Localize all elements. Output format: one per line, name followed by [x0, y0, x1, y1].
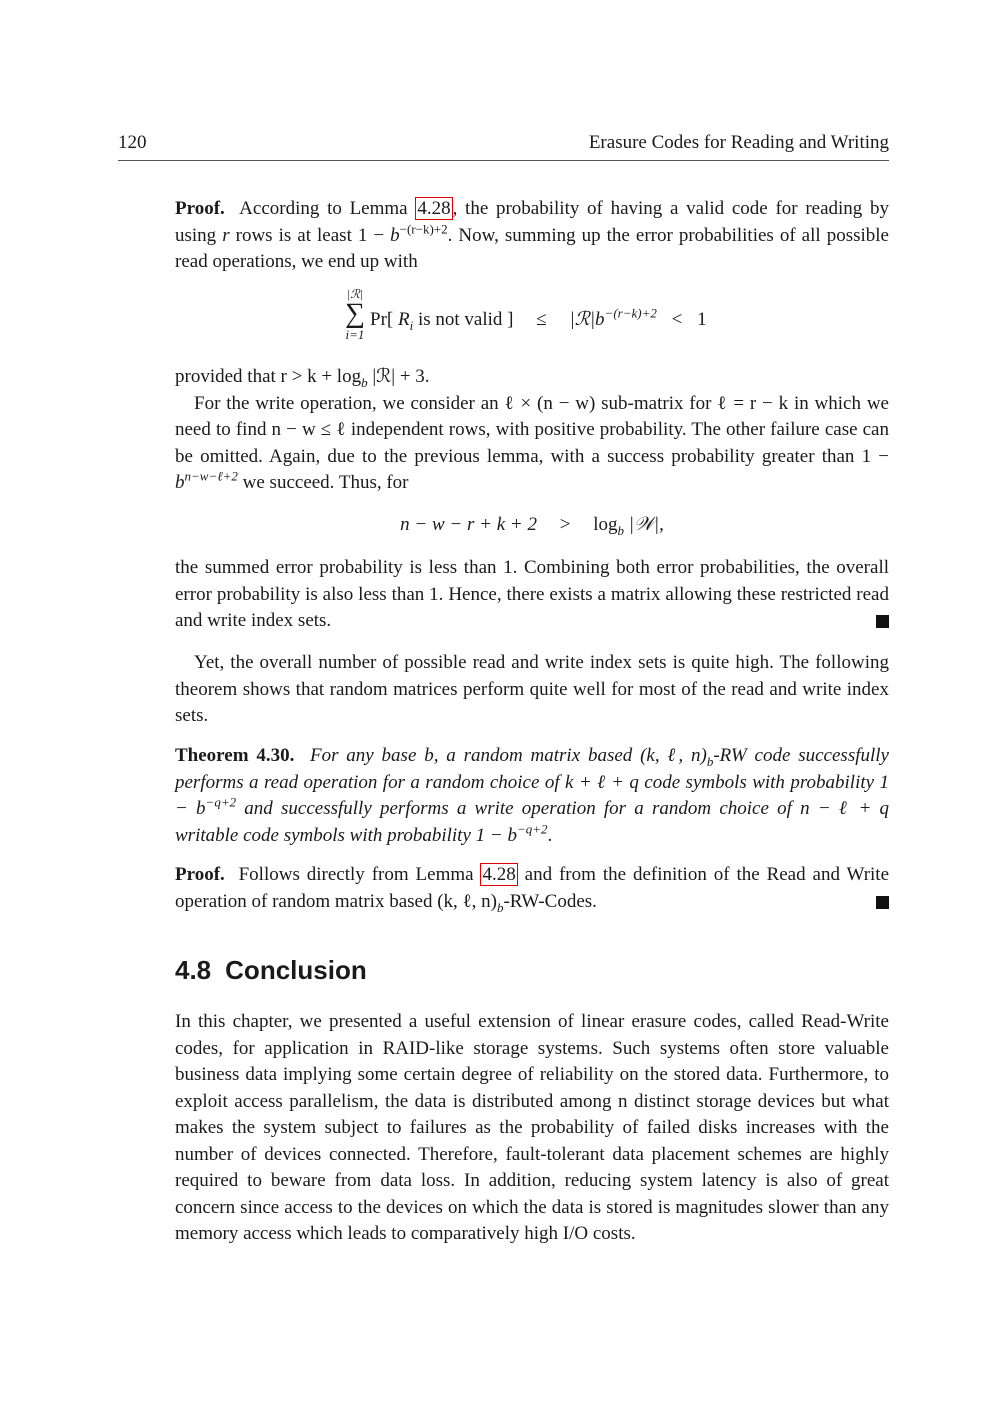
conclusion-paragraph	[175, 1009, 889, 1248]
running-title: Erasure Codes for Reading and Writing	[588, 132, 889, 153]
running-header	[118, 132, 889, 161]
proof-paragraph-2	[175, 862, 889, 915]
eq-text: log	[593, 514, 618, 535]
theorem-text: .	[547, 824, 553, 846]
eq-relation: >	[559, 514, 571, 535]
math-exponent: −q+2	[205, 794, 237, 810]
math-sub: b	[361, 374, 368, 390]
math-sub: b	[496, 899, 504, 915]
proof-text: we succeed. Thus, for	[237, 472, 409, 493]
proof-label: Proof.	[175, 864, 225, 885]
eq-text: |ℛ|b	[569, 309, 605, 330]
theorem-text: and successfully performs a write operation for a random choice of n − ℓ + q writable code symbols with probability 1 − b	[175, 798, 889, 846]
math-var: b	[390, 224, 400, 246]
qed-square-icon	[876, 615, 889, 628]
eq-relation: ≤	[536, 309, 547, 330]
section-title: Conclusion	[225, 955, 367, 985]
proof-text: , the probability of having a valid code for reading by using	[175, 198, 890, 246]
math-exponent: n−w−ℓ+2	[184, 468, 238, 484]
eq-text: |𝒲|,	[623, 514, 664, 535]
section-number: 4.8	[175, 955, 212, 985]
proof-text: According to Lemma	[239, 198, 416, 219]
page-number: 120	[118, 132, 147, 153]
eq-text: Pr[	[370, 309, 398, 330]
math-var: r	[222, 224, 230, 246]
lemma-ref-link[interactable]: 4.28	[417, 198, 451, 219]
proof-text: the summed error probability is less than 1. Combining both error probabilities, the overall error probability is also less than 1. Hence, there exists a matrix allowing these restricted read and write index sets.	[175, 557, 889, 631]
math-var: b	[175, 472, 185, 493]
proof-paragraph-1	[175, 196, 889, 276]
math-exponent: −(r−k)+2	[604, 305, 657, 321]
proof-continuation	[175, 364, 889, 497]
math-sub: b	[706, 753, 714, 769]
proof-text: rows is at least 1 −	[229, 224, 391, 246]
theorem-4-30	[175, 743, 889, 849]
math-var: R	[397, 309, 410, 330]
proof-text: Follows directly from Lemma	[238, 864, 481, 885]
qed-square-icon	[876, 896, 889, 909]
section-heading	[175, 955, 367, 986]
yet-paragraph	[175, 650, 889, 730]
eq-text: is not valid ]	[413, 309, 514, 330]
theorem-text: For any base b, a random matrix based (k, ℓ, n)	[309, 745, 707, 766]
math-exponent: −q+2	[516, 821, 548, 837]
eq-text: 1	[697, 309, 707, 330]
proof-text: and from the definition of the Read and Write operation of random matrix based (k, ℓ, n)	[175, 864, 890, 912]
eq-text: n − w − r + k + 2	[400, 514, 537, 535]
proof-text: For the write operation, we consider an ℓ × (n − w) sub-matrix for ℓ = r − k in which we need to find n − w ≤ ℓ independent rows, with positive probability. The other failure case can be omitted. Again, due to the previous lemma, with a success probability greater than 1 −	[175, 392, 889, 467]
body-text: In this chapter, we presented a useful extension of linear erasure codes, called Read-Write codes, for application in RAID-like storage systems. Such systems often store valuable business data implying some certain degree of reliability on the stored data. Furthermore, to exploit access parallelism, the data is distributed among n distinct storage devices but what makes the system subject to failures as the probability of failed disks increases with the number of devices connected. Therefore, fault-tolerant data placement schemes are highly required to beware from data loss. In addition, reducing system latency is also of great concern since access to the devices on which the data is stored is magnitudes slower than any memory access which leads to comparatively high I/O costs.	[175, 1011, 889, 1244]
lemma-ref-link[interactable]: 4.28	[482, 864, 516, 885]
proof-text: . Now, summing up the error probabilities of all possible read operations, we end up with	[175, 224, 889, 272]
proof-text: provided that r > k + log	[175, 366, 362, 387]
theorem-label: Theorem 4.30.	[175, 745, 295, 766]
sum-upper-limit: |ℛ|	[346, 287, 364, 301]
math-sub: b	[617, 522, 624, 538]
equation-log	[175, 514, 889, 536]
math-exponent: −(r−k)+2	[399, 221, 448, 237]
eq-relation: <	[671, 309, 683, 330]
proof-text: |ℛ| + 3.	[367, 366, 430, 387]
proof-text: -RW-Codes.	[503, 890, 597, 912]
body-text: Yet, the overall number of possible read and write index sets is quite high. The following theorem shows that random matrices perform quite well for most of the read and write index sets.	[175, 652, 889, 726]
math-sub: i	[409, 317, 414, 333]
theorem-text: -RW code successfully performs a read operation for a random choice of k + ℓ + q code symbols with probability 1 − b	[175, 745, 889, 819]
equation-sum	[175, 288, 889, 352]
sum-lower-limit: i=1	[345, 327, 365, 342]
sum-symbol: ∑	[345, 298, 365, 329]
proof-label: Proof.	[175, 198, 225, 219]
proof-conclusion	[175, 555, 889, 635]
